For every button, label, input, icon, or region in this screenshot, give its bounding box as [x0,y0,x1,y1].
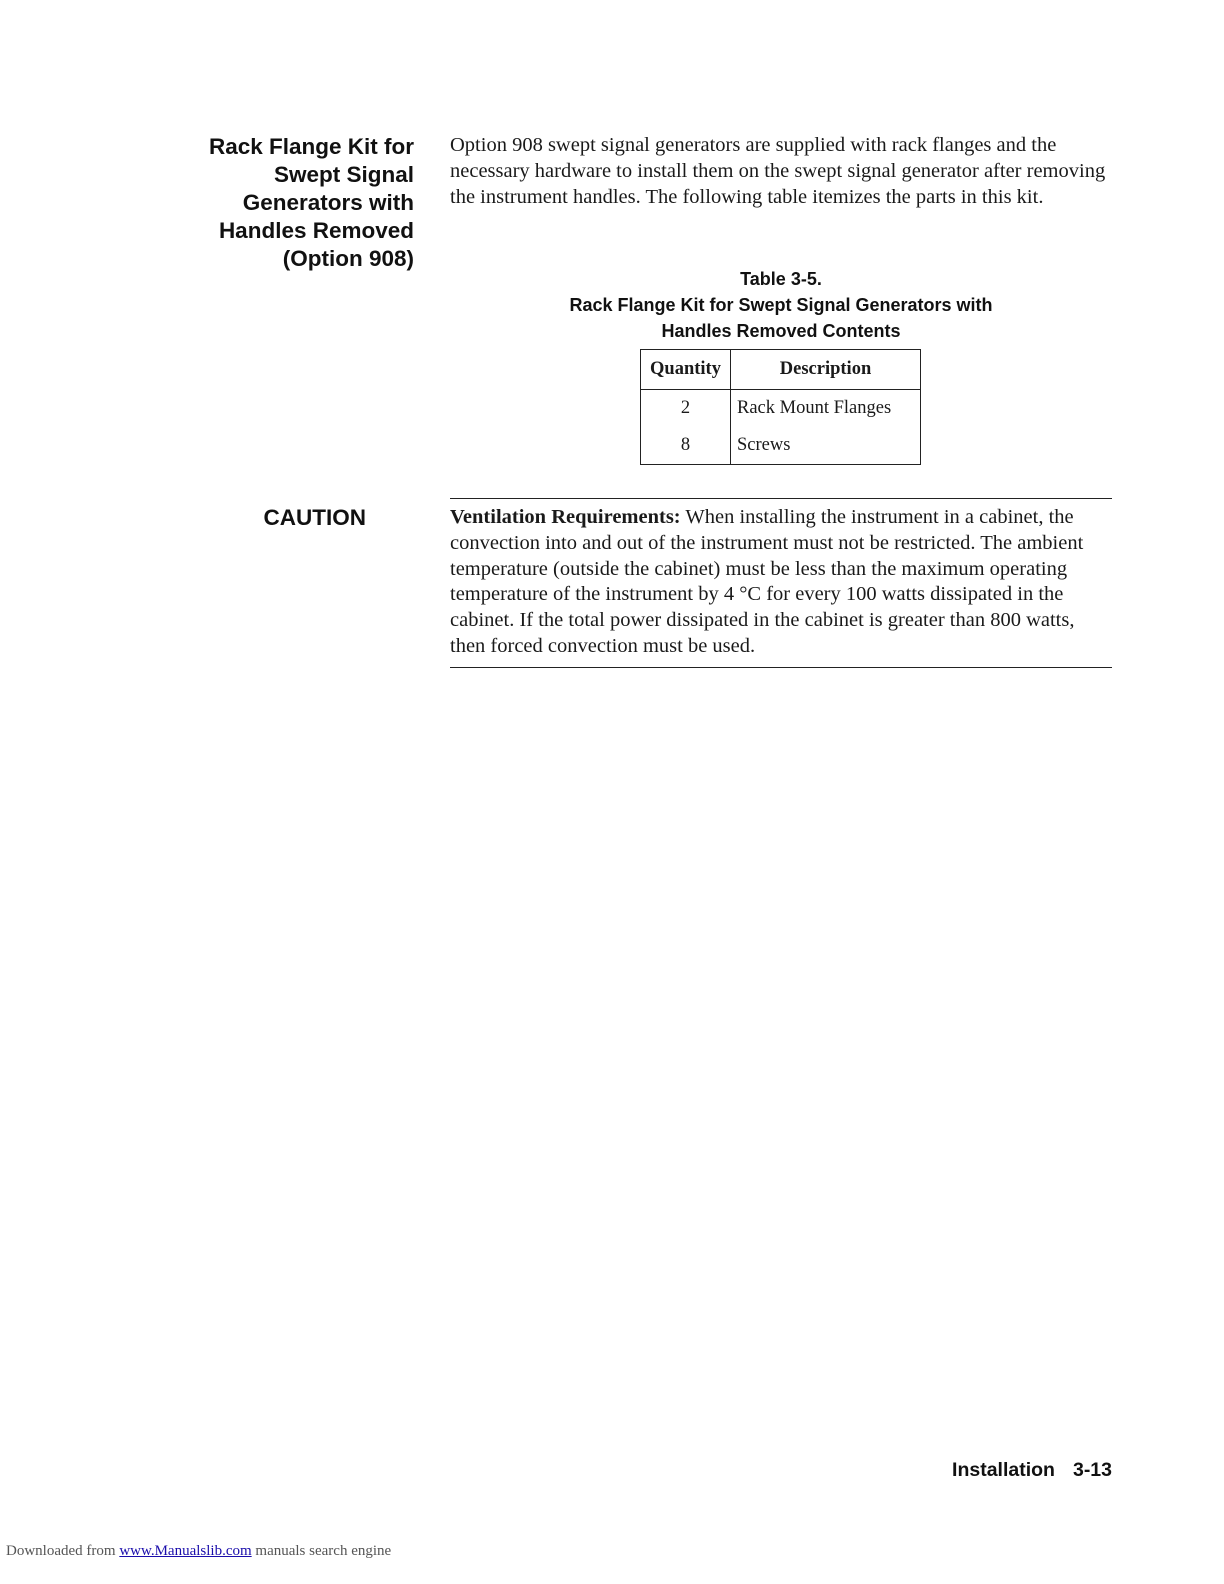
caution-label: CAUTION [263,505,366,530]
footer-section: Installation [952,1459,1055,1481]
caution-lead: Ventilation Requirements: [450,506,681,528]
download-prefix: Downloaded from [6,1543,120,1559]
caution-box [450,498,1112,668]
section-heading-line: Rack Flange Kit for [208,134,414,159]
quantity-header: Quantity [641,350,731,390]
description-cell: Rack Mount Flanges [737,398,892,418]
manualslib-link[interactable]: www.Manualslib.com [119,1543,252,1559]
description-header: Description [731,350,921,390]
quantity-cell: 8 [641,427,731,465]
table-title-line: Rack Flange Kit for Swept Signal Generators with [569,295,993,315]
table-number: Table 3-5. [740,269,822,289]
description-cell: Screws [737,435,791,455]
section-heading-line: Handles Removed [218,218,414,243]
section-heading-line: Generators with [242,190,414,215]
section-body-paragraph: Option 908 swept signal generators are supplied with rack flanges and the necessary hardware to install them on the swept signal generator after removing the instrument handles. The following table itemizes the parts in this kit. [450,134,1106,208]
section-heading [150,133,414,273]
parts-table [640,349,921,465]
table-row [641,390,921,428]
download-suffix: manuals search engine [251,1543,392,1559]
quantity-cell: 2 [641,390,731,428]
table-header-row [641,350,921,390]
page-footer [952,1458,1112,1482]
download-notice [6,1542,391,1560]
page-number: 3-13 [1072,1459,1112,1481]
caution-text: When installing the instrument in a cabinet, the convection into and out of the instrument must not be restricted. The ambient temperature (outside the cabinet) must be less than the maximum operating temperature of the instrument by 4 °C for every 100 watts dissipated in the cabinet. If the total power dissipated in the cabinet is greater than 800 watts, then forced convection must be used. [450,506,1084,657]
table-title-line: Handles Removed Contents [661,321,901,341]
section-heading-line: (Option 908) [282,246,414,271]
section-heading-line: Swept Signal [273,162,414,187]
table-caption [450,266,1112,344]
table-row [641,427,921,465]
